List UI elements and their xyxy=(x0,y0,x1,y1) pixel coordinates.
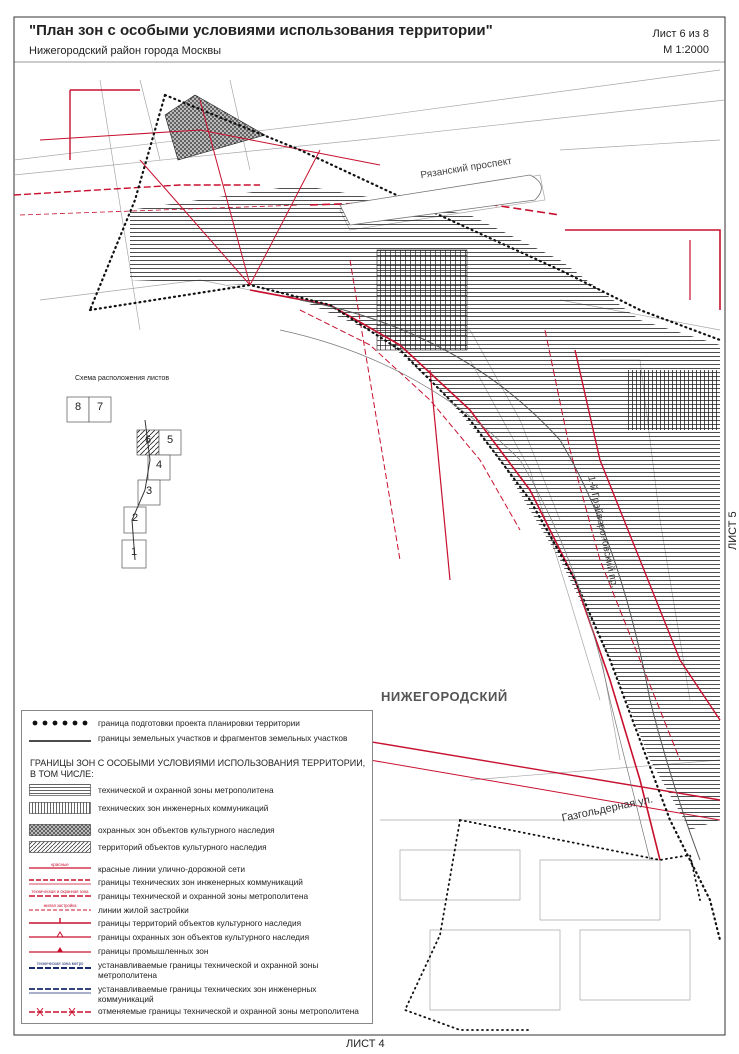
legend-text-heritage-territory: территорий объектов культурного наследия xyxy=(98,842,267,852)
legend-text-industrial: границы промышленных зон xyxy=(98,946,209,956)
legend-text-heritage-protect-zone: охранных зон объектов культурного наследия xyxy=(98,825,275,835)
scheme-cell-1[interactable]: 1 xyxy=(130,546,138,558)
svg-text:красные: красные xyxy=(51,862,69,867)
legend-heading: ГРАНИЦЫ ЗОН С ОСОБЫМИ УСЛОВИЯМИ ИСПОЛЬЗОВАНИЯ ТЕРРИТОРИИ, В ТОМ ЧИСЛЕ: xyxy=(30,758,366,779)
street-ryazansky-label: Рязанский проспект xyxy=(419,155,513,182)
legend-symbol-eng-zone xyxy=(29,802,91,814)
engineering-zone-area xyxy=(377,250,467,350)
legend-text-red-lines: красные линии улично-дорожной сети xyxy=(98,864,246,874)
legend-text-new-metro: устанавливаемые границы технической и охранной зоны метрополитена xyxy=(98,960,319,980)
legend-symbol-eng-bounds xyxy=(29,875,91,887)
legend-symbol-cancel-metro xyxy=(29,1006,91,1018)
legend-text-metro-bounds: границы технической и охранной зоны метрополитена xyxy=(98,891,309,901)
legend-text-cancel-metro: отменяемые границы технической и охранной зоны метрополитена xyxy=(98,1006,359,1016)
page-subtitle: Нижегородский район города Москвы xyxy=(29,45,222,57)
legend-symbol-plots xyxy=(29,733,91,745)
legend-symbol-new-metro xyxy=(29,960,91,972)
vertical-zone-area xyxy=(625,370,720,430)
legend-symbol-heritage-territory xyxy=(29,841,91,853)
scheme-cell-4[interactable]: 4 xyxy=(155,459,163,471)
legend-text-eng-zone: технических зон инженерных коммуникаций xyxy=(98,803,269,813)
legend-symbol-metro-zone xyxy=(29,784,91,796)
legend-symbol-housing xyxy=(29,902,91,914)
legend-symbol-heritage-bounds xyxy=(29,916,91,928)
scheme-cell-5[interactable]: 5 xyxy=(166,434,174,446)
legend-symbol-heritage-protect-zone xyxy=(29,824,91,836)
svg-text:жилая застройка: жилая застройка xyxy=(43,903,77,908)
legend xyxy=(21,710,373,1024)
legend-text-new-eng: устанавливаемые границы технических зон инженерных коммуникаций xyxy=(98,984,317,1004)
legend-symbol-heritage-protect-bounds xyxy=(29,930,91,942)
scheme-cell-6[interactable]: 6 xyxy=(144,434,152,446)
bottom-sheet-link[interactable]: ЛИСТ 4 xyxy=(346,1038,385,1050)
legend-text-planning: граница подготовки проекта планировки территории xyxy=(98,718,300,728)
legend-symbol-red-lines xyxy=(29,861,91,873)
legend-symbol-industrial xyxy=(29,944,91,956)
sheet-scheme xyxy=(67,397,181,568)
legend-text-eng-bounds: границы технических зон инженерных коммуникаций xyxy=(98,877,303,887)
svg-text:техническая и охранная зона: техническая и охранная зона xyxy=(31,889,89,894)
legend-text-housing: линии жилой застройки xyxy=(98,905,189,915)
heritage-protect-area xyxy=(165,95,265,160)
svg-text:техническая зона метро: техническая зона метро xyxy=(36,961,84,966)
scheme-cell-2[interactable]: 2 xyxy=(131,512,139,524)
street-vertical-label: 1-й Грайвороновский пр. xyxy=(585,475,620,589)
legend-text-heritage-bounds: границы территорий объектов культурного наследия xyxy=(98,918,302,928)
sheet-number: Лист 6 из 8 xyxy=(652,28,709,40)
street-gazgoldernaya-label: Газгольдерная ул. xyxy=(560,793,654,825)
scheme-cell-7[interactable]: 7 xyxy=(96,401,104,413)
scheme-cell-3[interactable]: 3 xyxy=(145,485,153,497)
legend-symbol-metro-bounds xyxy=(29,888,91,900)
scheme-caption: Схема расположения листов xyxy=(75,375,170,382)
legend-text-plots: границы земельных участков и фрагментов земельных участков xyxy=(98,733,348,743)
scheme-cell-8[interactable]: 8 xyxy=(74,401,82,413)
right-sheet-link[interactable]: ЛИСТ 5 xyxy=(727,511,739,550)
legend-symbol-planning xyxy=(29,717,91,729)
legend-symbol-new-eng xyxy=(29,984,91,996)
legend-text-metro-zone: технической и охранной зоны метрополитена xyxy=(98,785,274,795)
district-label: НИЖЕГОРОДСКИЙ xyxy=(381,689,508,704)
map-scale: М 1:2000 xyxy=(663,44,709,56)
page-title: "План зон с особыми условиями использования территории" xyxy=(29,22,493,39)
legend-text-heritage-protect-bounds: границы охранных зон объектов культурного наследия xyxy=(98,932,310,942)
